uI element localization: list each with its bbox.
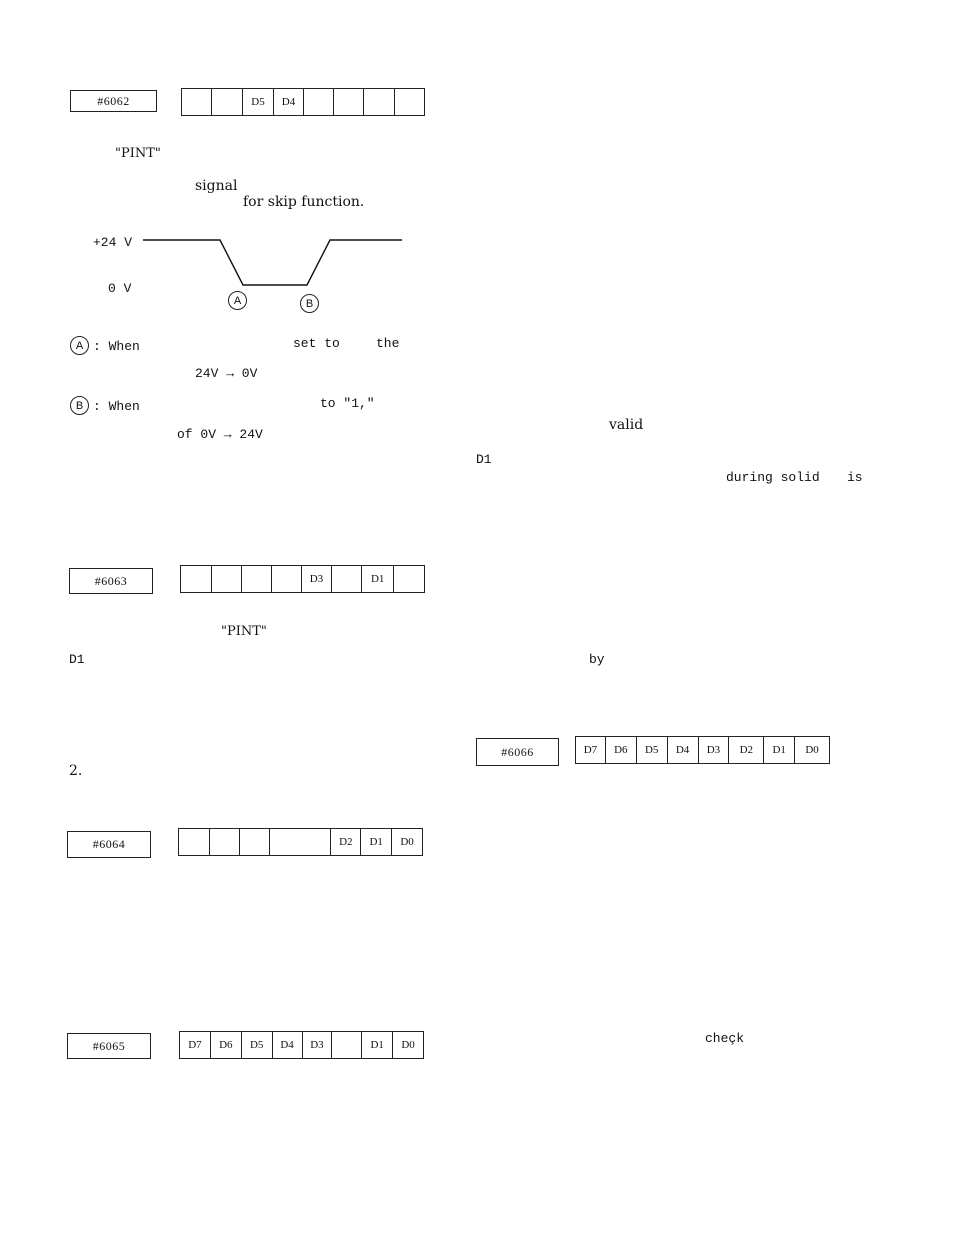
bit-cell: D2 [729,737,764,763]
note-b-when: : When [93,399,140,414]
bit-cell: D4 [274,89,304,115]
bit-cell: D3 [302,566,333,592]
note-a-when: : When [93,339,140,354]
bit-cell: D0 [393,1032,424,1058]
bit-cell [332,566,362,592]
bit-cell [210,829,240,855]
bit-cell [212,89,243,115]
bit-cell: D3 [699,737,730,763]
bit-cell: D1 [764,737,795,763]
bit-cell: D1 [361,829,392,855]
to-one-text: to "1," [320,396,375,411]
bit-cell [364,89,395,115]
bit-cell [332,1032,362,1058]
valid-text: valid [609,417,644,433]
pint-label-2: "PINT" [221,624,267,639]
d1-left-text: D1 [69,652,85,667]
marker-b: B [300,293,323,313]
bit-cell: D5 [637,737,668,763]
skip-function-text: for skip function. [243,194,365,210]
check-text: cheçk [705,1031,745,1046]
set-to-text: set to [293,336,340,351]
bit-cell: D7 [180,1032,211,1058]
d1-right-text: D1 [476,452,492,467]
bit-cell [394,566,425,592]
bit-cell: D5 [242,1032,273,1058]
bit-cell [179,829,210,855]
the-text: the [376,336,400,351]
marker-a: A [228,290,251,310]
voltage-low-label: 0 V [108,281,132,296]
bit-field-6062 [181,88,425,116]
bit-cell [334,89,364,115]
signal-text: signal [195,178,238,194]
bit-cell: D7 [576,737,606,763]
signal-waveform [140,232,410,294]
bit-cell [272,566,302,592]
bit-cell: D1 [362,566,394,592]
bit-field-6063 [180,565,425,593]
marker-b-icon: B [70,396,89,415]
bit-cell: D5 [243,89,274,115]
waveform-line [143,240,402,285]
bit-cell: D0 [795,737,830,763]
item-number-2: 2. [69,763,83,779]
bit-cell: D4 [273,1032,303,1058]
bit-cell [395,89,425,115]
bit-field-6066 [575,736,830,764]
bit-cell: D6 [211,1032,242,1058]
bit-cell: D6 [606,737,637,763]
param-6065-box: #6065 [67,1033,151,1059]
by-text: by [589,652,605,667]
transition-high-low: 24V → 0V [195,366,258,381]
bit-cell: D2 [331,829,361,855]
note-a [70,335,140,355]
pint-label: "PINT" [115,146,161,161]
param-6066-box: #6066 [476,738,559,766]
bit-cell [181,566,212,592]
bit-cell [270,829,332,855]
bit-cell [304,89,334,115]
marker-a-icon: A [70,336,89,355]
param-6064-box: #6064 [67,831,151,858]
bit-field-6065 [179,1031,424,1059]
bit-field-6064 [178,828,423,856]
transition-low-high: of 0V → 24V [177,427,263,442]
voltage-high-label: +24 V [93,235,133,250]
bit-cell [182,89,212,115]
bit-cell: D3 [303,1032,333,1058]
bit-cell: D1 [362,1032,393,1058]
bit-cell [240,829,270,855]
bit-cell [242,566,272,592]
during-solid-text: during solid [726,470,820,485]
note-b [70,395,140,415]
bit-cell [212,566,242,592]
bit-cell: D4 [668,737,699,763]
param-6063-box: #6063 [69,568,153,594]
is-text: is [847,470,863,485]
param-6062-box: #6062 [70,90,157,112]
bit-cell: D0 [392,829,423,855]
